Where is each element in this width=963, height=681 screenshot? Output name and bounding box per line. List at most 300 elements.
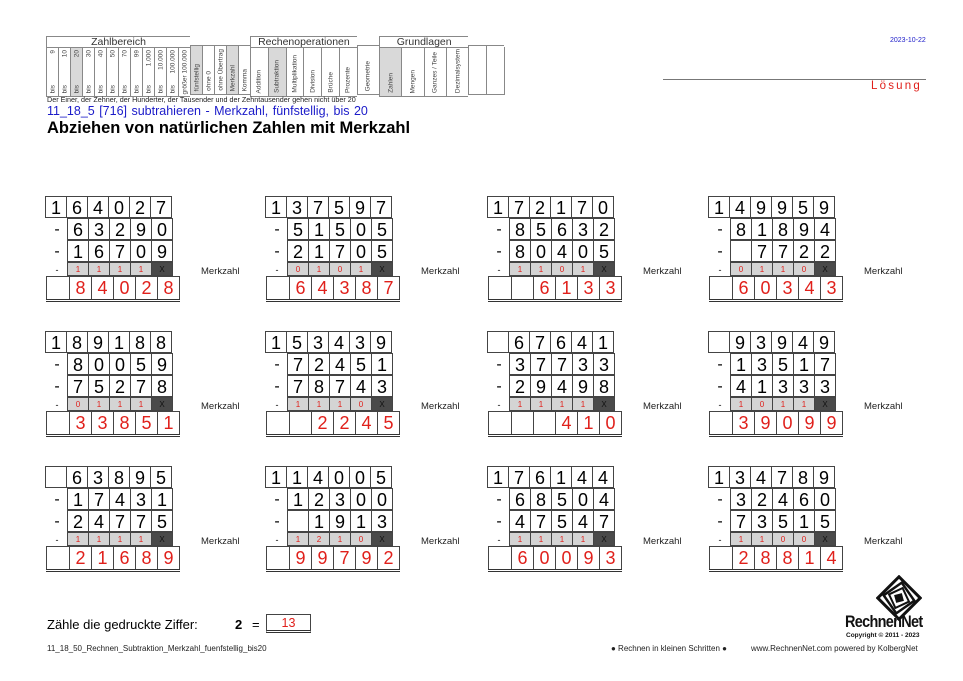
minuend-digit: 3 (729, 466, 751, 488)
minus-sign: - (55, 400, 59, 410)
carry-digit[interactable]: 1 (509, 262, 531, 276)
geometry-group-title (357, 36, 379, 45)
subtrahend-digit: 3 (814, 375, 836, 397)
subtrahend-digit: 7 (751, 240, 773, 262)
category-label: Zahlen (387, 73, 395, 93)
carry-digit[interactable]: 1 (572, 397, 594, 411)
subtrahend-row (488, 376, 622, 398)
result-digit[interactable]: 2 (311, 412, 333, 434)
subtrahend-digit: 0 (350, 240, 372, 262)
subtrahend-digit: 8 (509, 218, 531, 240)
minuend-digit: 9 (370, 331, 392, 353)
subtrahend-digit: 7 (530, 510, 552, 532)
result-digit[interactable]: 0 (113, 277, 135, 299)
category-label: Dezimalsystem (454, 48, 462, 93)
carry-digit[interactable]: 1 (751, 532, 773, 546)
result-digit[interactable]: 1 (798, 547, 820, 569)
minuend-digit (487, 331, 509, 353)
result-digit[interactable] (533, 412, 555, 434)
carry-digit[interactable]: 1 (130, 262, 152, 276)
minus-sign: - (275, 400, 279, 410)
result-digit[interactable] (489, 547, 511, 569)
result-digit[interactable]: 4 (798, 277, 820, 299)
result-digit[interactable]: 0 (555, 547, 577, 569)
subtrahend-digit: 5 (329, 218, 351, 240)
range-prefix: bis (169, 84, 176, 93)
carry-digit[interactable]: 1 (772, 397, 794, 411)
subtrahend-row (709, 354, 843, 376)
grundlagen-group (379, 36, 468, 95)
result-digit[interactable]: 5 (135, 412, 157, 434)
blank-group (468, 36, 504, 95)
subtrahend-digit (287, 510, 309, 532)
carry-digit[interactable]: 1 (730, 532, 752, 546)
minus-sign: - (274, 491, 280, 508)
result-digit[interactable]: 0 (533, 547, 555, 569)
result-digit[interactable]: 9 (311, 547, 333, 569)
minuend-digit: 1 (45, 331, 67, 353)
subtraction-problem (46, 467, 266, 577)
range-value: 10 (61, 50, 68, 58)
result-digit[interactable]: 4 (91, 277, 113, 299)
result-digit[interactable]: 4 (555, 412, 577, 434)
carry-digit[interactable]: 0 (350, 532, 372, 546)
result-digit[interactable]: 9 (798, 412, 820, 434)
subtrahend-digit: 2 (751, 488, 773, 510)
subtrahend-digit: 7 (287, 375, 309, 397)
operations-group (250, 36, 357, 95)
worksheet-code: 11_18_5 [716] subtrahieren - Merkzahl, fünfstellig, bis 20 (47, 104, 368, 118)
carry-digit[interactable]: 1 (67, 532, 89, 546)
minus-sign: - (54, 513, 60, 530)
minuend-digit: 9 (771, 331, 793, 353)
subtrahend-digit: 8 (509, 240, 531, 262)
x-mark-cell: X (371, 262, 393, 276)
x-mark-cell: X (151, 532, 173, 546)
result-digit[interactable]: 9 (157, 547, 179, 569)
carry-digit[interactable]: 1 (772, 262, 794, 276)
problem-table (266, 467, 400, 572)
category-extra-2 (214, 46, 226, 94)
carry-digit[interactable]: 1 (329, 397, 351, 411)
result-digit[interactable] (489, 412, 511, 434)
x-mark-cell: X (593, 532, 615, 546)
result-digit[interactable] (47, 412, 69, 434)
result-digit[interactable]: 8 (113, 412, 135, 434)
category-label: Mengen (409, 69, 417, 93)
carry-digit[interactable]: 1 (329, 532, 351, 546)
category-table (46, 36, 505, 95)
subtrahend-row (488, 219, 622, 241)
result-digit[interactable]: 2 (377, 547, 399, 569)
range-prefix: bis (133, 84, 140, 93)
x-mark-cell: X (593, 397, 615, 411)
subtrahend-digit: 4 (88, 510, 110, 532)
carry-digit[interactable]: 1 (287, 532, 309, 546)
subtrahend-digit: 7 (772, 240, 794, 262)
result-digit[interactable]: 8 (355, 277, 377, 299)
result-digit[interactable]: 9 (577, 547, 599, 569)
result-digit[interactable]: 2 (135, 277, 157, 299)
carry-row (709, 398, 843, 412)
x-mark-cell: X (814, 397, 836, 411)
result-digit[interactable]: 3 (69, 412, 91, 434)
subtrahend-digit: 2 (308, 353, 330, 375)
minuend-digit: 3 (750, 331, 772, 353)
range-prefix: bis (157, 84, 164, 93)
carry-row (709, 263, 843, 277)
carry-digit[interactable]: 1 (509, 532, 531, 546)
result-digit[interactable]: 9 (820, 412, 842, 434)
result-digit[interactable] (710, 277, 732, 299)
problem-table (709, 467, 843, 572)
result-digit[interactable]: 1 (555, 277, 577, 299)
subtrahend-digit: 0 (88, 353, 110, 375)
result-digit[interactable] (710, 412, 732, 434)
carry-digit[interactable]: 0 (551, 262, 573, 276)
minuend-digit: 0 (328, 466, 350, 488)
subtrahend-digit: 5 (350, 353, 372, 375)
subtrahend-digit: 7 (88, 488, 110, 510)
zahlbereich-group (46, 36, 190, 95)
extras-group-title (190, 36, 250, 45)
carry-digit[interactable]: 1 (730, 397, 752, 411)
result-digit[interactable]: 0 (754, 277, 776, 299)
x-mark-cell: X (593, 262, 615, 276)
result-digit[interactable]: 6 (533, 277, 555, 299)
result-digit[interactable]: 3 (91, 412, 113, 434)
carry-digit[interactable]: 1 (551, 397, 573, 411)
subtrahend-digit: 3 (371, 510, 393, 532)
result-digit[interactable] (267, 412, 289, 434)
subtrahend-digit: 3 (751, 353, 773, 375)
category-range-6 (118, 48, 130, 96)
table-edge (504, 47, 505, 95)
carry-digit[interactable]: 1 (88, 262, 110, 276)
geometry-group (357, 36, 379, 95)
category-op-2 (286, 48, 304, 96)
category-range-2 (70, 48, 82, 96)
carry-digit[interactable]: 1 (530, 532, 552, 546)
category-label: fünfstellig (193, 63, 200, 91)
subtrahend-digit: 1 (793, 510, 815, 532)
minuend-digit: 7 (370, 196, 392, 218)
carry-digit[interactable]: 0 (730, 262, 752, 276)
carry-digit[interactable]: 0 (67, 397, 89, 411)
subtrahend-row (266, 219, 400, 241)
result-digit[interactable]: 7 (377, 277, 399, 299)
carry-digit[interactable]: 1 (572, 532, 594, 546)
result-digit[interactable]: 6 (511, 547, 533, 569)
subtrahend-digit: 3 (730, 488, 752, 510)
result-digit[interactable]: 4 (820, 547, 842, 569)
subtrahend-digit: 5 (530, 218, 552, 240)
subtrahend-digit: 0 (350, 218, 372, 240)
minuend-digit: 1 (286, 466, 308, 488)
result-digit[interactable]: 1 (157, 412, 179, 434)
minus-sign: - (274, 221, 280, 238)
carry-digit[interactable]: 0 (751, 397, 773, 411)
carry-digit[interactable]: 1 (509, 397, 531, 411)
problem-table (46, 197, 180, 302)
result-digit[interactable]: 1 (91, 547, 113, 569)
minuend-row (488, 467, 622, 489)
category-label: ohne Übertrag (217, 49, 224, 91)
subtrahend-digit: 7 (109, 510, 131, 532)
result-digit[interactable]: 0 (776, 412, 798, 434)
result-digit[interactable]: 8 (754, 547, 776, 569)
carry-digit[interactable]: 1 (130, 532, 152, 546)
count-label: Zähle die gedruckte Ziffer: (47, 617, 198, 632)
minuend-digit: 7 (508, 196, 530, 218)
result-digit[interactable] (511, 277, 533, 299)
carry-digit[interactable]: 1 (88, 532, 110, 546)
result-cells (488, 411, 622, 434)
subtrahend-digit: 7 (329, 375, 351, 397)
problem-table (488, 467, 622, 572)
result-digit[interactable]: 3 (776, 277, 798, 299)
minus-sign: - (275, 265, 279, 275)
subtrahend-row (266, 241, 400, 263)
minus-sign: - (496, 243, 502, 260)
subtrahend-digit: 9 (329, 510, 351, 532)
carry-digit[interactable]: 1 (530, 397, 552, 411)
minuend-digit: 9 (349, 196, 371, 218)
carry-digit[interactable]: 1 (751, 262, 773, 276)
subtraction-problem (709, 467, 929, 577)
result-digit[interactable]: 8 (776, 547, 798, 569)
grundlagen-group-title: Grundlagen (379, 36, 468, 47)
range-prefix: bis (97, 84, 104, 93)
subtrahend-digit: 8 (530, 488, 552, 510)
subtrahend-digit: 5 (551, 488, 573, 510)
subtrahend-digit: 1 (151, 488, 173, 510)
subtrahend-digit: 7 (67, 375, 89, 397)
subtrahend-digit: 6 (88, 240, 110, 262)
result-digit[interactable]: 3 (599, 277, 621, 299)
minuend-row (46, 467, 180, 489)
subtrahend-digit: 3 (593, 353, 615, 375)
result-digit[interactable]: 9 (754, 412, 776, 434)
minuend-digit: 8 (792, 466, 814, 488)
range-value: 100.000 (169, 50, 176, 74)
subtrahend-digit: 7 (593, 510, 615, 532)
subtrahend-digit: 7 (109, 240, 131, 262)
category-label: ohne 0 (205, 71, 212, 91)
minus-sign: - (717, 243, 723, 260)
result-digit[interactable]: 7 (333, 547, 355, 569)
subtrahend-digit: 2 (593, 218, 615, 240)
minuend-digit: 9 (813, 331, 835, 353)
result-row (266, 277, 400, 302)
x-mark-cell: X (371, 532, 393, 546)
subtrahend-row (46, 489, 180, 511)
result-digit[interactable]: 8 (135, 547, 157, 569)
problem-table (46, 467, 180, 572)
result-digit[interactable]: 1 (577, 412, 599, 434)
subtrahend-digit: 7 (530, 353, 552, 375)
carry-digit[interactable]: 1 (109, 397, 131, 411)
carry-digit[interactable]: 0 (287, 262, 309, 276)
count-equals: = (252, 617, 260, 632)
result-digit[interactable]: 8 (69, 277, 91, 299)
minuend-digit: 6 (550, 331, 572, 353)
result-digit[interactable]: 2 (732, 547, 754, 569)
minuend-digit: 9 (129, 466, 151, 488)
subtrahend-digit: 7 (551, 353, 573, 375)
result-digit[interactable]: 2 (69, 547, 91, 569)
carry-digit[interactable]: 1 (88, 397, 110, 411)
subtrahend-row (709, 376, 843, 398)
merkzahl-label: Merkzahl (864, 536, 903, 547)
minuend-digit: 6 (66, 196, 88, 218)
carry-digit[interactable]: 1 (109, 532, 131, 546)
minus-sign: - (496, 513, 502, 530)
subtrahend-digit: 3 (572, 353, 594, 375)
minus-sign: - (54, 491, 60, 508)
carry-digit[interactable]: 1 (572, 262, 594, 276)
subtrahend-digit: 5 (371, 218, 393, 240)
problem-table (46, 332, 180, 437)
website-link[interactable]: www.RechnenNet.com powered by KolbergNet (751, 644, 918, 653)
result-digit[interactable]: 6 (732, 277, 754, 299)
minuend-digit: 5 (370, 466, 392, 488)
minus-sign: - (274, 356, 280, 373)
minuend-digit: 6 (66, 466, 88, 488)
result-digit[interactable] (267, 547, 289, 569)
result-digit[interactable]: 6 (289, 277, 311, 299)
carry-digit[interactable]: 1 (308, 397, 330, 411)
result-digit[interactable]: 9 (355, 547, 377, 569)
minuend-digit: 1 (487, 196, 509, 218)
subtrahend-row (266, 511, 400, 533)
minuend-digit: 1 (550, 466, 572, 488)
result-digit[interactable] (267, 277, 289, 299)
minuend-digit: 9 (771, 196, 793, 218)
range-value: 20 (73, 50, 80, 58)
result-digit[interactable]: 3 (577, 277, 599, 299)
carry-digit[interactable]: 0 (772, 532, 794, 546)
carry-digit[interactable]: 1 (350, 262, 372, 276)
result-digit[interactable]: 0 (599, 412, 621, 434)
result-digit[interactable] (289, 412, 311, 434)
minuend-digit: 1 (45, 196, 67, 218)
carry-digit[interactable]: 1 (530, 262, 552, 276)
carry-digit[interactable]: 1 (551, 532, 573, 546)
carry-digit[interactable]: 1 (109, 262, 131, 276)
subtrahend-digit: 3 (509, 353, 531, 375)
minuend-row (46, 332, 180, 354)
result-digit[interactable]: 3 (333, 277, 355, 299)
minuend-digit: 0 (108, 196, 130, 218)
subtrahend-digit: 1 (730, 353, 752, 375)
minuend-digit: 4 (571, 331, 593, 353)
problem-table (488, 332, 622, 437)
minuend-row (709, 467, 843, 489)
carry-digit[interactable]: 0 (793, 532, 815, 546)
result-digit[interactable]: 3 (820, 277, 842, 299)
subtrahend-row (266, 354, 400, 376)
result-digit[interactable]: 8 (157, 277, 179, 299)
carry-digit[interactable]: 1 (130, 397, 152, 411)
x-mark-cell: X (151, 262, 173, 276)
result-digit[interactable] (489, 277, 511, 299)
subtrahend-digit: 0 (530, 240, 552, 262)
operations-group-title: Rechenoperationen (250, 36, 357, 47)
minuend-digit: 7 (150, 196, 172, 218)
result-digit[interactable]: 4 (355, 412, 377, 434)
subtrahend-digit: 2 (109, 375, 131, 397)
subtrahend-digit: 2 (67, 510, 89, 532)
result-digit[interactable]: 4 (311, 277, 333, 299)
subtrahend-digit: 4 (730, 375, 752, 397)
carry-digit[interactable]: 1 (793, 397, 815, 411)
carry-row (46, 398, 180, 412)
result-row (266, 412, 400, 437)
range-value: 9 (49, 50, 56, 54)
subtrahend-digit: 7 (287, 353, 309, 375)
subtrahend-row (266, 376, 400, 398)
subtrahend-digit: 2 (109, 218, 131, 240)
minuend-digit: 5 (792, 196, 814, 218)
result-digit[interactable] (47, 547, 69, 569)
range-value: 99 (133, 50, 140, 58)
result-digit[interactable]: 6 (113, 547, 135, 569)
minuend-digit: 4 (87, 196, 109, 218)
result-digit[interactable]: 3 (732, 412, 754, 434)
carry-digit[interactable]: 0 (350, 397, 372, 411)
result-digit[interactable] (710, 547, 732, 569)
carry-digit[interactable]: 1 (287, 397, 309, 411)
carry-digit[interactable]: 2 (308, 532, 330, 546)
result-digit[interactable] (47, 277, 69, 299)
minuend-digit: 9 (813, 466, 835, 488)
result-digit[interactable]: 3 (599, 547, 621, 569)
result-row (266, 547, 400, 572)
merkzahl-label: Merkzahl (421, 266, 460, 277)
subtrahend-row (488, 241, 622, 263)
subtrahend-digit: 1 (287, 488, 309, 510)
minuend-digit: 4 (750, 466, 772, 488)
category-extra-3 (226, 46, 238, 94)
minus-sign: - (718, 400, 722, 410)
result-digit[interactable]: 9 (289, 547, 311, 569)
category-range-0 (46, 48, 58, 96)
category-label: Addition (255, 69, 263, 93)
subtrahend-digit: 4 (593, 488, 615, 510)
minus-sign: - (718, 535, 722, 545)
minuend-digit: 9 (87, 331, 109, 353)
carry-digit[interactable]: 1 (67, 262, 89, 276)
subtrahend-digit: 4 (509, 510, 531, 532)
range-value: 10.000 (157, 50, 164, 70)
result-digit[interactable]: 2 (333, 412, 355, 434)
subtrahend-digit: 5 (287, 218, 309, 240)
carry-digit[interactable]: 1 (308, 262, 330, 276)
result-cells (266, 411, 400, 434)
carry-digit[interactable]: 0 (329, 262, 351, 276)
result-digit[interactable] (511, 412, 533, 434)
subtrahend-digit: 4 (572, 510, 594, 532)
count-answer-box[interactable]: 13 (266, 614, 311, 633)
subtrahend-digit: 8 (730, 218, 752, 240)
subtraction-problem (709, 332, 929, 442)
range-prefix: bis (61, 84, 68, 93)
result-digit[interactable]: 5 (377, 412, 399, 434)
subtrahend-digit: 0 (151, 218, 173, 240)
minuend-digit: 7 (771, 466, 793, 488)
carry-digit[interactable]: 0 (793, 262, 815, 276)
